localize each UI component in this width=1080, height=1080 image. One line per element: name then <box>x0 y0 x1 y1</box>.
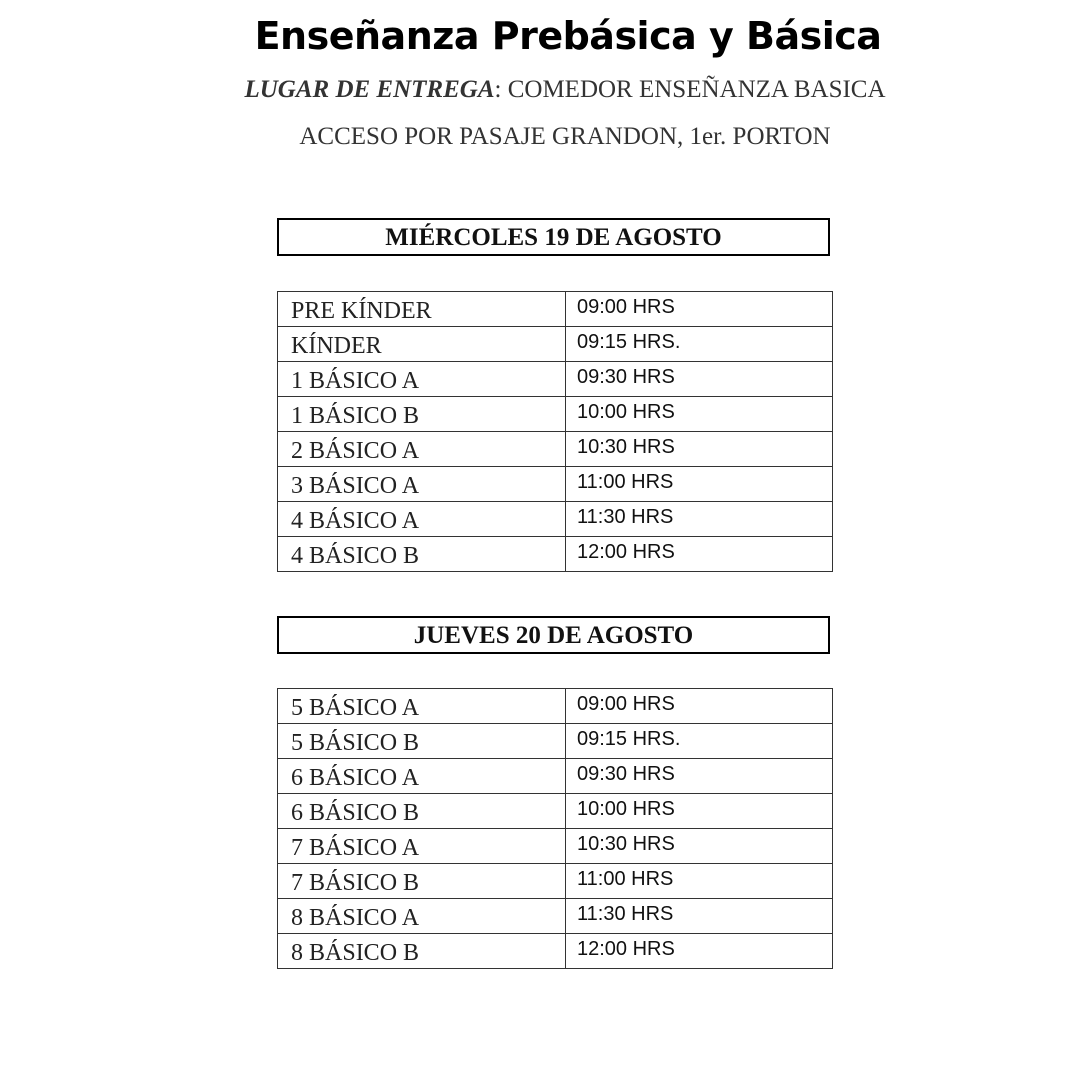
delivery-place: COMEDOR ENSEÑANZA BASICA <box>501 76 886 103</box>
course-cell: 4 BÁSICO B <box>278 537 566 572</box>
table-row <box>278 432 833 467</box>
time-cell: 09:00 HRS <box>566 292 833 327</box>
schedule-table-thursday <box>277 688 833 969</box>
time-cell: 10:00 HRS <box>566 397 833 432</box>
time-cell: 09:30 HRS <box>566 362 833 397</box>
course-cell: 6 BÁSICO A <box>278 759 566 794</box>
course-cell: 5 BÁSICO A <box>278 689 566 724</box>
course-cell: PRE KÍNDER <box>278 292 566 327</box>
course-cell: 6 BÁSICO B <box>278 794 566 829</box>
time-cell: 10:00 HRS <box>566 794 833 829</box>
day-heading-wednesday: MIÉRCOLES 19 DE AGOSTO <box>277 218 830 256</box>
delivery-access: ACCESO POR PASAJE GRANDON, 1er. PORTON <box>299 123 831 150</box>
table-row <box>278 362 833 397</box>
table-row <box>278 724 833 759</box>
table-row <box>278 794 833 829</box>
time-cell: 09:30 HRS <box>566 759 833 794</box>
time-cell: 09:15 HRS. <box>566 724 833 759</box>
course-cell: 4 BÁSICO A <box>278 502 566 537</box>
time-cell: 10:30 HRS <box>566 432 833 467</box>
table-row <box>278 467 833 502</box>
table-row <box>278 327 833 362</box>
schedule-table-wednesday <box>277 291 833 572</box>
table-row <box>278 759 833 794</box>
page-title: Enseñanza Prebásica y Básica <box>254 14 882 58</box>
table-row <box>278 537 833 572</box>
table-row <box>278 502 833 537</box>
time-cell: 11:30 HRS <box>566 899 833 934</box>
time-cell: 10:30 HRS <box>566 829 833 864</box>
table-row <box>278 829 833 864</box>
course-cell: 2 BÁSICO A <box>278 432 566 467</box>
course-cell: KÍNDER <box>278 327 566 362</box>
time-cell: 12:00 HRS <box>566 537 833 572</box>
course-cell: 3 BÁSICO A <box>278 467 566 502</box>
time-cell: 11:00 HRS <box>566 864 833 899</box>
table-row <box>278 397 833 432</box>
delivery-label: LUGAR DE ENTREGA <box>244 76 495 103</box>
course-cell: 8 BÁSICO A <box>278 899 566 934</box>
time-cell: 09:15 HRS. <box>566 327 833 362</box>
table-row <box>278 689 833 724</box>
time-cell: 09:00 HRS <box>566 689 833 724</box>
time-cell: 11:00 HRS <box>566 467 833 502</box>
course-cell: 1 BÁSICO B <box>278 397 566 432</box>
table-row <box>278 864 833 899</box>
time-cell: 12:00 HRS <box>566 934 833 969</box>
table-row <box>278 899 833 934</box>
course-cell: 8 BÁSICO B <box>278 934 566 969</box>
table-row <box>278 934 833 969</box>
course-cell: 1 BÁSICO A <box>278 362 566 397</box>
day-heading-thursday: JUEVES 20 DE AGOSTO <box>277 616 830 654</box>
table-row <box>278 292 833 327</box>
time-cell: 11:30 HRS <box>566 502 833 537</box>
course-cell: 7 BÁSICO A <box>278 829 566 864</box>
delivery-separator: : <box>494 76 502 103</box>
course-cell: 5 BÁSICO B <box>278 724 566 759</box>
course-cell: 7 BÁSICO B <box>278 864 566 899</box>
delivery-location <box>0 76 1080 104</box>
